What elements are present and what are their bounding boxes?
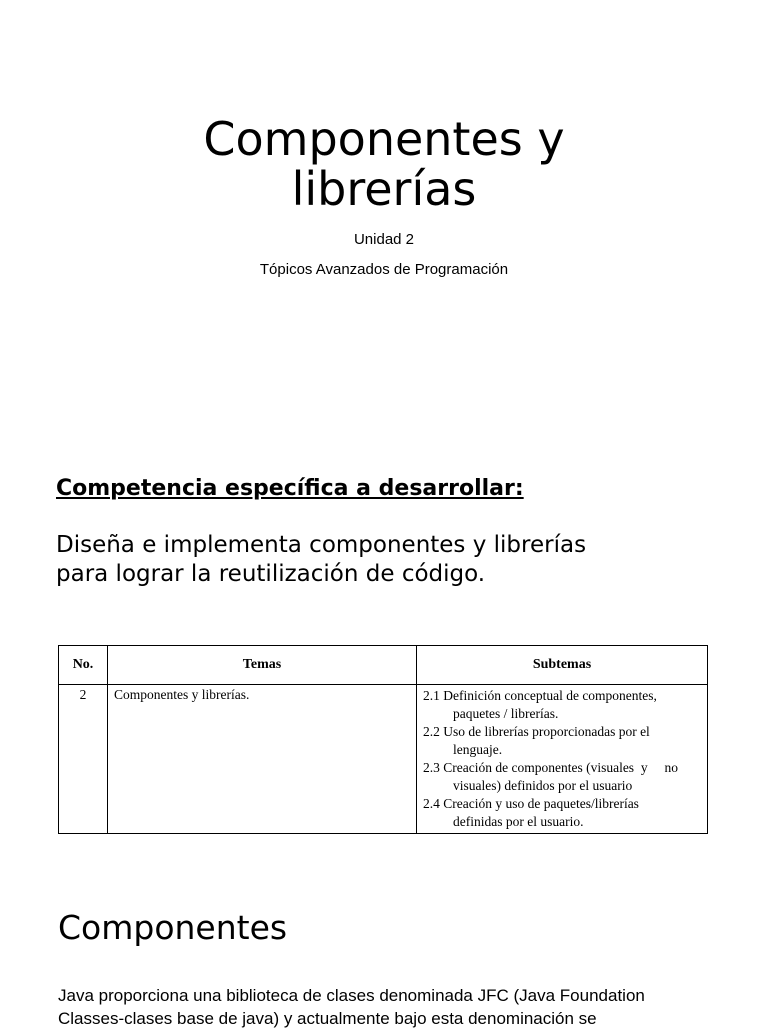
title-line-1: Componentes y <box>203 112 565 166</box>
subtema-line: 2.1 Definición conceptual de componentes, <box>423 688 657 703</box>
cell-subtemas <box>417 685 708 834</box>
table-header-row <box>59 646 708 685</box>
competencia-text <box>56 531 736 589</box>
subtema-line: 2.2 Uso de librerías proporcionadas por el <box>423 724 650 739</box>
subtema-item <box>423 795 701 831</box>
body-line-2: Classes-clases base de java) y actualmente bajo esta denominación se <box>58 1009 597 1028</box>
unit-subtitle: Unidad 2 <box>353 231 415 248</box>
cell-no: 2 <box>59 685 108 834</box>
subtema-line: 2.4 Creación y uso de paquetes/librerías <box>423 796 639 811</box>
subtema-continuation: paquetes / librerías. <box>453 706 559 721</box>
course-subtitle: Tópicos Avanzados de Programación <box>259 261 509 278</box>
section-body-text <box>58 984 738 1030</box>
subtema-item <box>423 723 701 759</box>
header-subtemas: Subtemas <box>417 646 708 685</box>
competencia-heading: Competencia específica a desarrollar: <box>56 476 524 501</box>
temario-table <box>58 645 708 834</box>
subtema-continuation: visuales) definidos por el usuario <box>453 778 633 793</box>
title-line-2: librerías <box>291 162 477 216</box>
section-heading: Componentes <box>58 908 288 947</box>
body-line-1: Java proporciona una biblioteca de clases denominada JFC (Java Foundation <box>58 986 645 1005</box>
cell-tema: Componentes y librerías. <box>108 685 417 834</box>
subtema-continuation: lenguaje. <box>453 742 503 757</box>
subtema-continuation: definidas por el usuario. <box>453 814 584 829</box>
page-title <box>0 114 768 214</box>
header-temas: Temas <box>108 646 417 685</box>
table-row <box>59 685 708 834</box>
competencia-line-2: para lograr la reutilización de código. <box>56 561 486 587</box>
competencia-line-1: Diseña e implementa componentes y librerías <box>56 532 587 558</box>
header-no: No. <box>59 646 108 685</box>
subtema-line: 2.3 Creación de componentes (visuales y no <box>423 760 678 775</box>
subtema-item <box>423 759 701 795</box>
subtema-item <box>423 687 701 723</box>
